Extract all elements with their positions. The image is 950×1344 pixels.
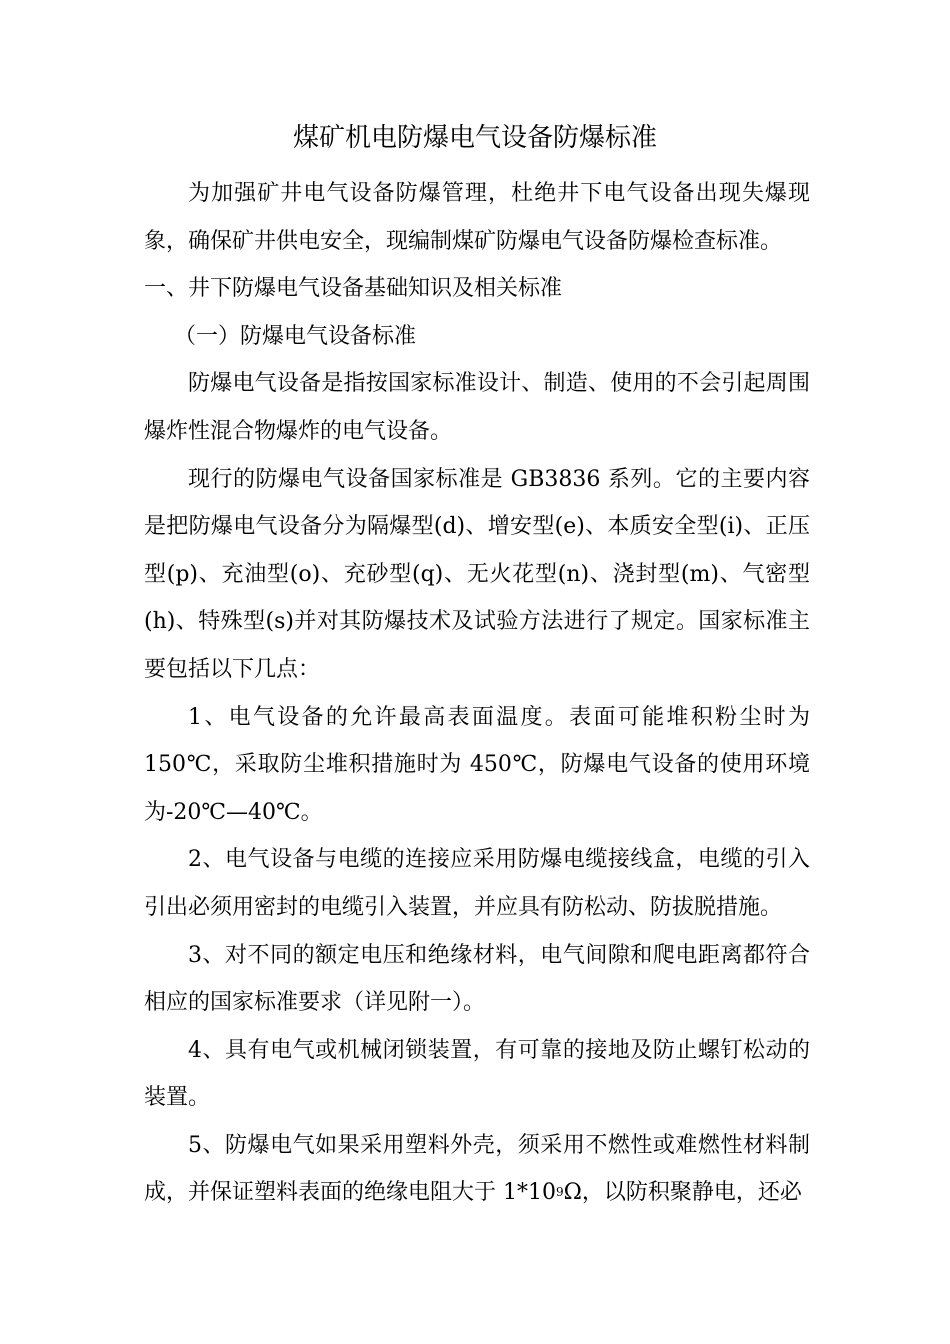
- paragraph-definition: 防爆电气设备是指按国家标准设计、制造、使用的不会引起周围爆炸性混合物爆炸的电气设备。: [144, 371, 810, 444]
- list-item-3: 3、对不同的额定电压和绝缘材料，电气间隙和爬电距离都符合相应的国家标准要求（详见附一）。: [144, 942, 810, 1016]
- section-heading-1: 一、井下防爆电气设备基础知识及相关标准: [144, 276, 563, 302]
- document-title: 煤矿机电防爆电气设备防爆标准: [292, 123, 657, 153]
- list-item-5-text-after: Ω，以防积聚静电，还必: [563, 1180, 802, 1206]
- list-item-4: 4、具有电气或机械闭锁装置，有可靠的接地及防止螺钉松动的装置。: [144, 1037, 810, 1111]
- list-item-5-text-before: 5、防爆电气如果采用塑料外壳，须采用不燃性或难燃性材料制成，并保证塑料表面的绝缘电阻大于 1*10: [144, 1132, 810, 1206]
- subsection-heading-1: （一）防爆电气设备标准: [174, 323, 417, 349]
- list-item-2: 2、电气设备与电缆的连接应采用防爆电缆接线盒，电缆的引入引出必须用密封的电缆引入装置，并应具有防松动、防拔脱措施。: [144, 847, 810, 920]
- list-item-5-exponent: 9: [556, 1185, 564, 1200]
- list-item-1: 1、电气设备的允许最高表面温度。表面可能堆积粉尘时为 150℃，采取防尘堆积措施时为 450℃，防爆电气设备的使用环境为-20℃—40℃。: [144, 704, 810, 825]
- paragraph-gb3836: 现行的防爆电气设备国家标准是 GB3836 系列。它的主要内容是把防爆电气设备分为隔爆型(d)、增安型(e)、本质安全型(i)、正压型(p)、充油型(o)、充砂型(q)、无火花型(n)、浇封型(m)、气密型(h)、特殊型(s)并对其防爆技术及试验方法进行了规定。国家标准主要包括以下几点：: [144, 466, 810, 682]
- list-item-5: [144, 1122, 810, 1217]
- paragraph-intro: 为加强矿井电气设备防爆管理，杜绝井下电气设备出现失爆现象，确保矿井供电安全，现编制煤矿防爆电气设备防爆检查标准。: [144, 181, 810, 254]
- document-body: [144, 170, 810, 1217]
